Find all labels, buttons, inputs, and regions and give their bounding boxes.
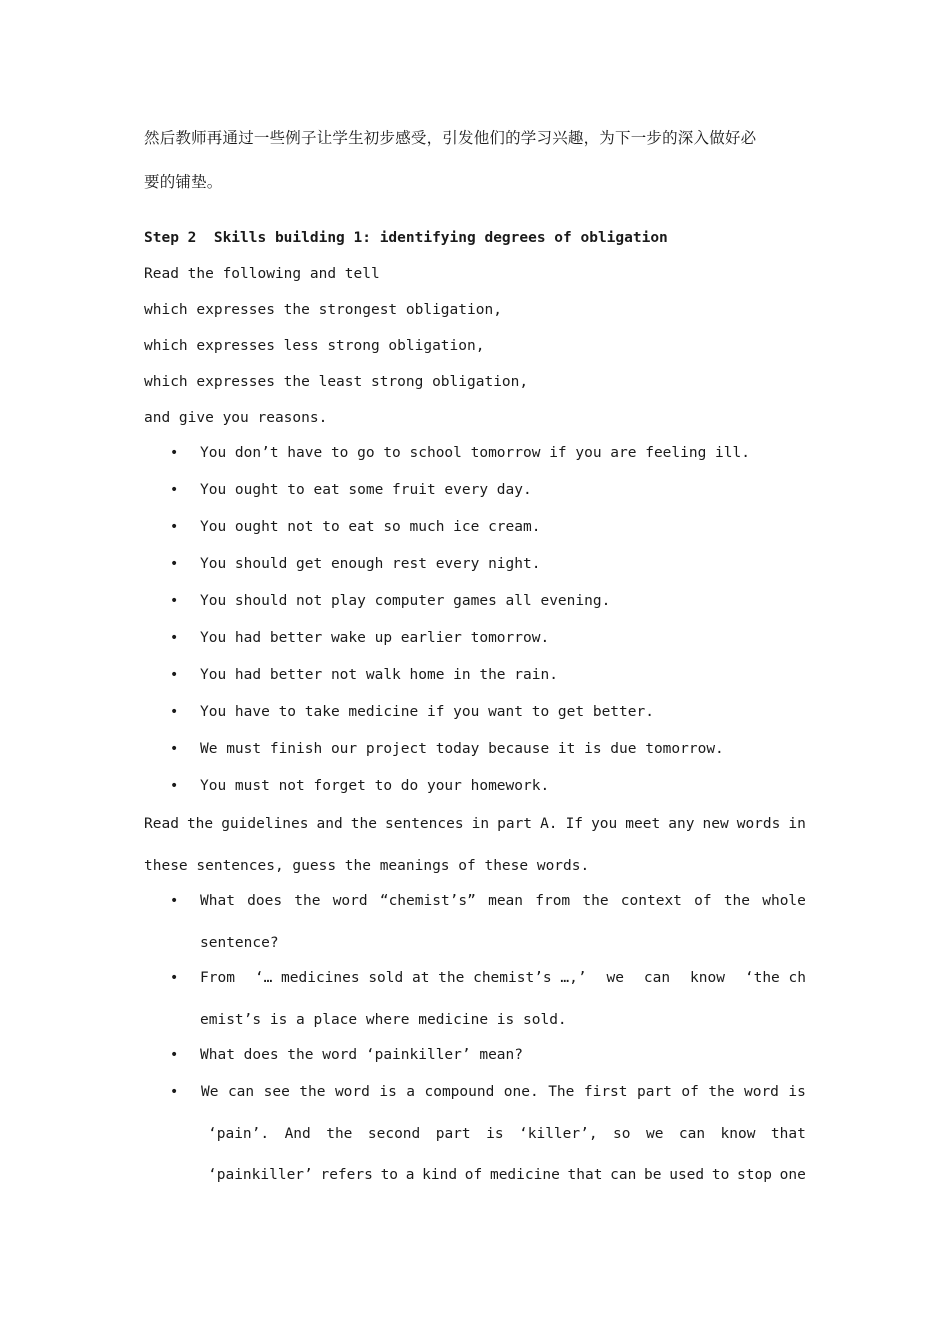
word: we [645, 1126, 664, 1142]
word: you [591, 816, 618, 832]
word: in [471, 816, 490, 832]
word: of [681, 1084, 699, 1100]
word: ‘the ch [744, 970, 806, 986]
instruction-line: which expresses less strong obligation, [144, 338, 485, 354]
word: know [690, 970, 725, 986]
instruction-line: which expresses the strongest obligation, [144, 302, 502, 318]
bullet-icon: • [170, 778, 179, 794]
answer-1-line-1 [200, 970, 806, 986]
word: words [736, 816, 781, 832]
list-item-text: We must finish our project today because it is due tomorrow. [200, 741, 724, 757]
word: the [708, 1084, 735, 1100]
word: the [723, 893, 751, 909]
word: A. [540, 816, 558, 832]
guidelines-line-1 [144, 816, 806, 832]
list-item-text: You should get enough rest every night. [200, 556, 541, 572]
word: stop [737, 1167, 772, 1183]
word: of [464, 1167, 483, 1183]
word: mean [488, 893, 524, 909]
word: If [565, 816, 584, 832]
word: one. [503, 1084, 539, 1100]
word: refers [320, 1167, 373, 1183]
word: can [643, 970, 671, 986]
word: from [535, 893, 571, 909]
list-item-text: You ought not to eat so much ice cream. [200, 519, 541, 535]
question-2: What does the word ‘painkiller’ mean? [200, 1047, 524, 1063]
bullet-icon: • [170, 630, 179, 646]
word: and [316, 816, 343, 832]
word: word [334, 1084, 370, 1100]
word: “chemist’s” [379, 893, 476, 909]
list-item-text: You should not play computer games all evening. [200, 593, 611, 609]
word: ‘pain’. [208, 1126, 270, 1142]
word: medicine [489, 1167, 560, 1183]
word: is [486, 1126, 504, 1142]
word: the [186, 816, 214, 832]
list-item [0, 704, 950, 726]
word: sentences [385, 816, 464, 832]
intro-line-2: 要的铺垫。 [144, 173, 223, 191]
list-item-text: You had better not walk home in the rain. [200, 667, 558, 683]
word: ‘killer’, [519, 1126, 598, 1142]
word: We [201, 1084, 219, 1100]
list-item [0, 445, 950, 467]
word: of [694, 893, 712, 909]
question-1-line-1 [200, 893, 806, 909]
bullet-icon: • [170, 704, 179, 720]
word: in [788, 816, 806, 832]
word: a [406, 1084, 416, 1100]
word: any [668, 816, 695, 832]
word: From [200, 970, 235, 986]
list-item [0, 556, 950, 578]
word: a [405, 1167, 415, 1183]
list-item [0, 667, 950, 689]
instruction-line: Read the following and tell [144, 266, 380, 282]
word: The [548, 1084, 575, 1100]
answer-2-line-2 [208, 1126, 806, 1142]
word: can [227, 1084, 255, 1100]
word: be [644, 1167, 662, 1183]
list-item [0, 593, 950, 615]
word: the [326, 1126, 353, 1142]
list-item-text: You must not forget to do your homework. [200, 778, 550, 794]
word: know [720, 1126, 756, 1142]
word: meet [625, 816, 661, 832]
word: kind [422, 1167, 458, 1183]
word: that [770, 1126, 806, 1142]
word: whole [762, 893, 806, 909]
step2-heading: Step 2 Skills building 1: identifying degrees of obligation [144, 230, 668, 246]
word: can [678, 1126, 706, 1142]
word: context [620, 893, 682, 909]
guidelines-line-2: these sentences, guess the meanings of these words. [144, 858, 590, 874]
word: new [702, 816, 729, 832]
word: part [636, 1084, 672, 1100]
word: the [582, 893, 609, 909]
word: first [583, 1084, 628, 1100]
bullet-icon: • [170, 1047, 179, 1063]
bullet-icon: • [170, 667, 179, 683]
word: to [380, 1167, 399, 1183]
word: is [788, 1084, 806, 1100]
word: part [435, 1126, 471, 1142]
bullet-icon: • [170, 741, 179, 757]
bullet-icon: • [170, 893, 179, 909]
word: part [497, 816, 533, 832]
word: does [247, 893, 283, 909]
word: the [350, 816, 377, 832]
list-item [0, 741, 950, 763]
word: used [669, 1167, 705, 1183]
word: second [367, 1126, 421, 1142]
list-item-text: You had better wake up earlier tomorrow. [200, 630, 550, 646]
answer-2-line-3 [208, 1167, 806, 1183]
word: that [567, 1167, 603, 1183]
word: guidelines [221, 816, 309, 832]
bullet-icon: • [170, 556, 179, 572]
word: ‘painkiller’ [208, 1167, 313, 1183]
answer-1-line-2: emist’s is a place where medicine is sold. [200, 1012, 567, 1028]
word: word [743, 1084, 779, 1100]
bullet-icon: • [170, 593, 179, 609]
bullet-icon: • [170, 519, 179, 535]
word: And [284, 1126, 311, 1142]
list-item [0, 482, 950, 504]
word: Read [144, 816, 179, 832]
list-item-text: You don’t have to go to school tomorrow if you are feeling ill. [200, 445, 750, 461]
bullet-icon: • [170, 482, 179, 498]
question-1-line-2: sentence? [200, 935, 279, 951]
list-item-text: You ought to eat some fruit every day. [200, 482, 532, 498]
word: see [263, 1084, 290, 1100]
word: the [294, 893, 321, 909]
word: compound [424, 1084, 495, 1100]
word: we [606, 970, 624, 986]
instruction-line: and give you reasons. [144, 410, 328, 426]
list-item [0, 519, 950, 541]
answer-2-line-1 [201, 1084, 806, 1100]
word: one [779, 1167, 806, 1183]
bullet-icon: • [170, 445, 179, 461]
instruction-line: which expresses the least strong obligation, [144, 374, 529, 390]
intro-line-1: 然后教师再通过一些例子让学生初步感受，引发他们的学习兴趣，为下一步的深入做好必 [144, 129, 757, 147]
word: word [332, 893, 368, 909]
list-item [0, 630, 950, 652]
word: can [610, 1167, 637, 1183]
word: the [299, 1084, 326, 1100]
bullet-icon: • [170, 1084, 179, 1100]
word: is [379, 1084, 397, 1100]
word: so [613, 1126, 631, 1142]
bullet-icon: • [170, 970, 179, 986]
word: to [711, 1167, 730, 1183]
list-item-text: You have to take medicine if you want to get better. [200, 704, 654, 720]
word: What [200, 893, 235, 909]
list-item [0, 778, 950, 800]
word: ‘… medicines sold at the chemist’s …,’ [254, 970, 587, 986]
